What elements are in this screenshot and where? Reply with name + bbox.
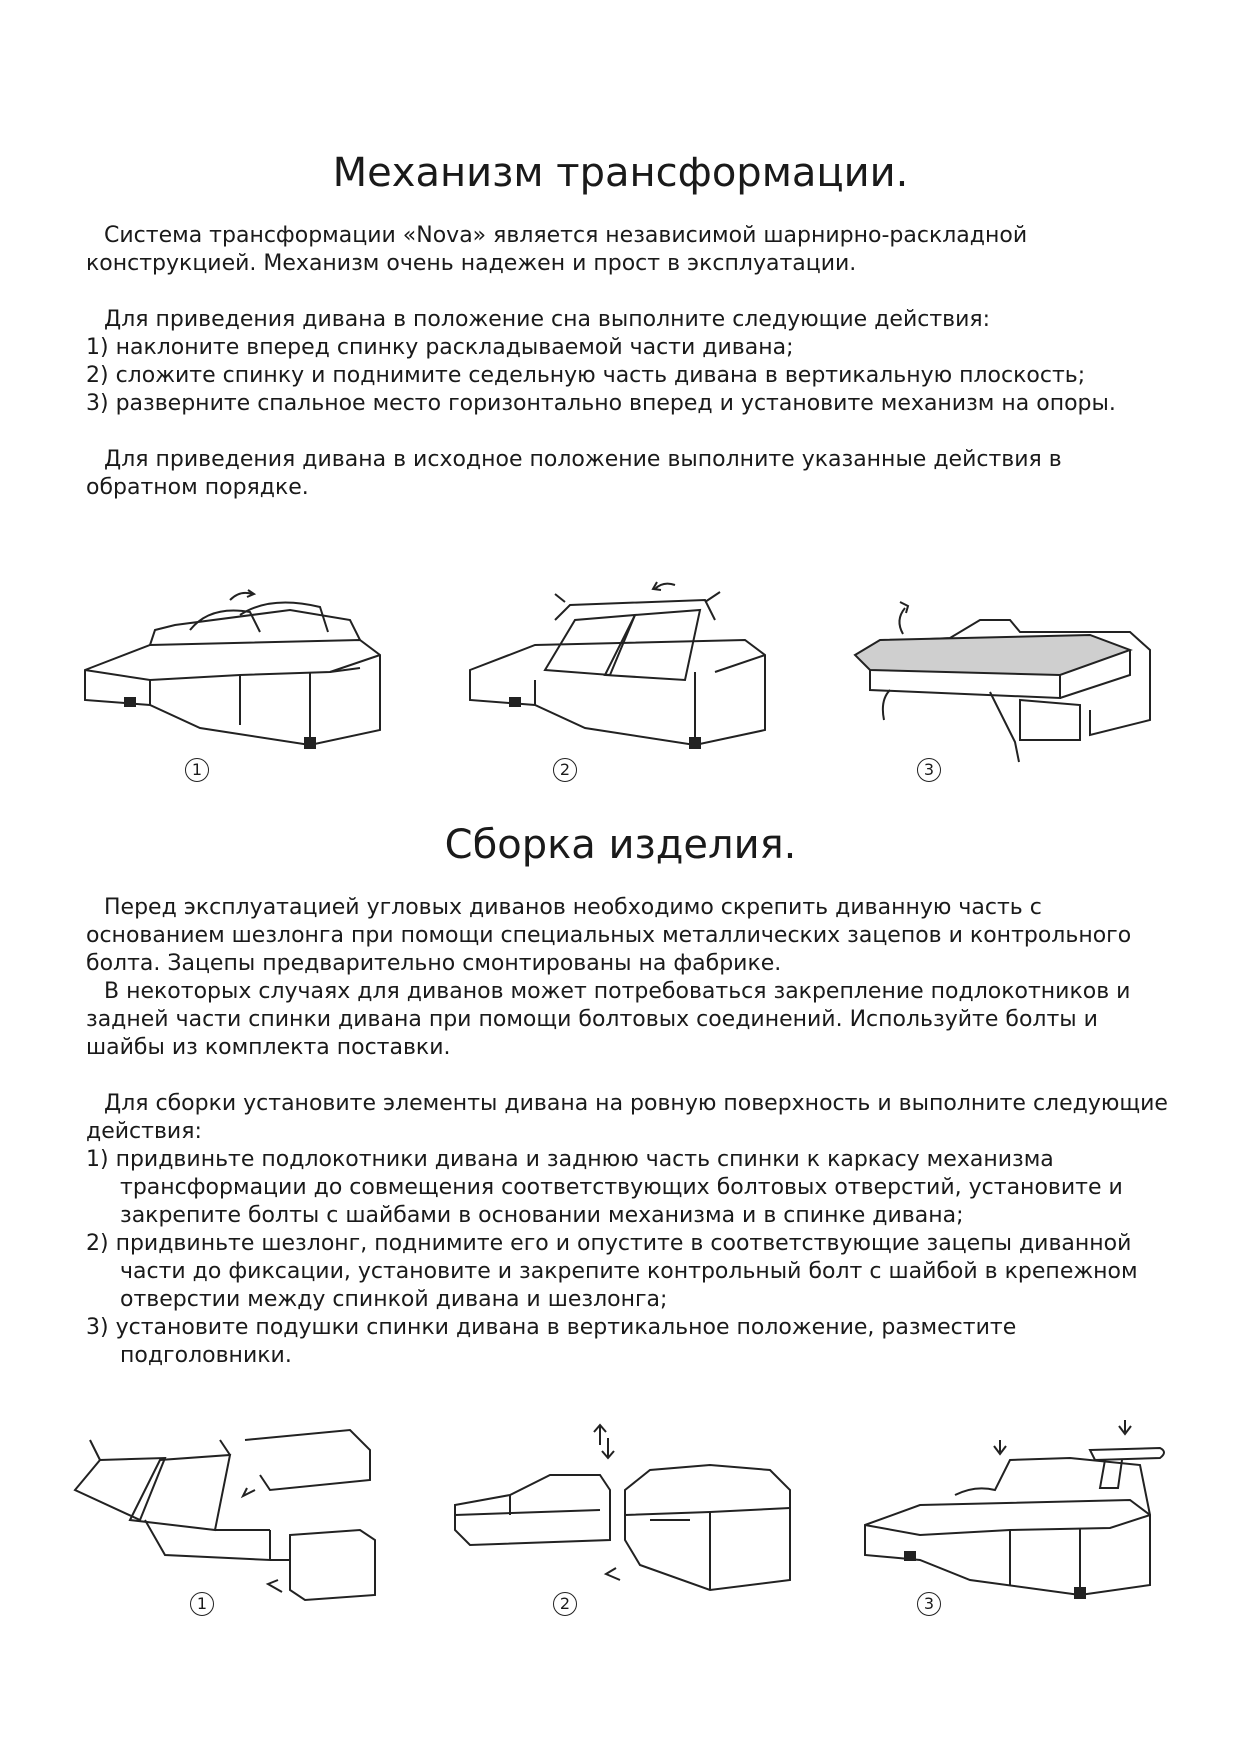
transformation-step: 3) разверните спальное место горизонтально вперед и установите механизм на опоры.: [86, 391, 1116, 416]
assembly-lead: Для сборки установите элементы дивана на ровную поверхность и выполните следующие действия:: [86, 1091, 1168, 1144]
transformation-intro: Система трансформации «Nova» является независимой шарнирно-раскладной конструкцией. Механизм очень надежен и прост в эксплуатации.: [86, 223, 1028, 276]
transformation-step: 2) сложите спинку и поднимите седельную часть дивана в вертикальную плоскость;: [86, 363, 1086, 388]
assembly-step-3-illustration: [860, 1420, 1200, 1620]
assembly-step: 1) придвиньте подлокотники дивана и заднюю часть спинки к каркасу механизма трансформации до совмещения соответствующих болтовых отверстий, установите и закрепите болты с шайбами в основании механизма и в спинке дивана;: [86, 1147, 1123, 1228]
transformation-illustrations: [0, 580, 1241, 780]
assembly-illustrations: [0, 1420, 1241, 1620]
section-title-transformation: Механизм трансформации.: [332, 150, 909, 196]
section-title-assembly: Сборка изделия.: [444, 822, 797, 868]
figure-number: 2: [553, 758, 577, 782]
figure-number: 3: [917, 1592, 941, 1616]
transformation-step: 1) наклоните вперед спинку раскладываемой части дивана;: [86, 335, 794, 360]
assembly-text: [86, 894, 1176, 1370]
transformation-reverse: Для приведения дивана в исходное положение выполните указанные действия в обратном порядке.: [86, 447, 1062, 500]
figure-number: 3: [917, 758, 941, 782]
figure-number: 1: [185, 758, 209, 782]
assembly-step: 2) придвиньте шезлонг, поднимите его и опустите в соответствующие зацепы диванной части до фиксации, установите и закрепите контрольный болт с шайбой в крепежном отверстии между спинкой дивана и шезлонга;: [86, 1231, 1138, 1312]
assembly-step-1-illustration: [70, 1420, 410, 1620]
assembly-paragraph: В некоторых случаях для диванов может потребоваться закрепление подлокотников и задней части спинки дивана при помощи болтовых соединений. Используйте болты и шайбы из комплекта поставки.: [86, 979, 1131, 1060]
sofa-step-3-illustration: [850, 580, 1160, 770]
figure-number: 1: [190, 1592, 214, 1616]
assembly-paragraph: Перед эксплуатацией угловых диванов необходимо скрепить диванную часть с основанием шезлонга при помощи специальных металлических зацепов и контрольного болта. Зацепы предварительно смонтированы на фабрике.: [86, 895, 1132, 976]
sofa-step-2-illustration: [465, 580, 775, 760]
figure-number: 2: [553, 1592, 577, 1616]
assembly-step: 3) установите подушки спинки дивана в вертикальное положение, разместите подголовники.: [86, 1315, 1017, 1368]
transformation-lead: Для приведения дивана в положение сна выполните следующие действия:: [104, 307, 991, 332]
transformation-text: [86, 222, 1166, 502]
assembly-step-2-illustration: [450, 1420, 810, 1620]
sofa-step-1-illustration: [80, 580, 390, 760]
